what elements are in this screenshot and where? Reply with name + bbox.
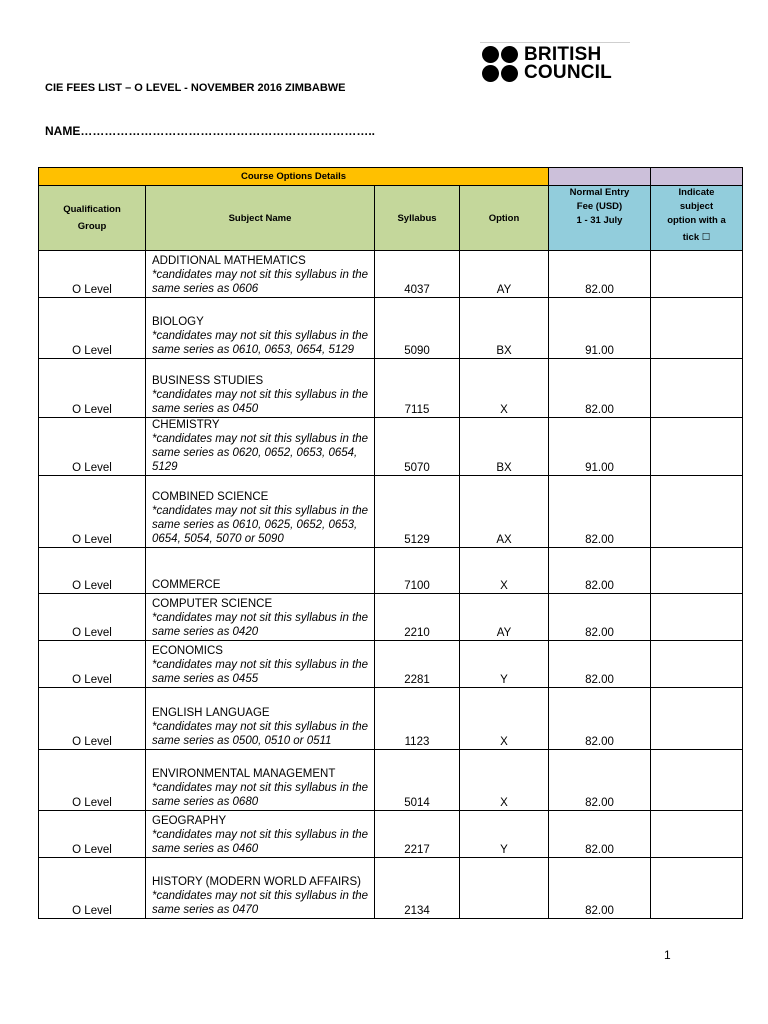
logo-rule xyxy=(480,42,630,43)
qualification-group-cell: O Level xyxy=(39,641,146,688)
table-row xyxy=(39,594,743,641)
fee-cell: 82.00 xyxy=(549,688,651,750)
syllabus-cell: 2210 xyxy=(375,594,460,641)
syllabus-cell: 2134 xyxy=(375,858,460,919)
table-row xyxy=(39,476,743,548)
subject-name: COMMERCE xyxy=(152,579,221,591)
header-fee-line1: Normal Entry xyxy=(569,187,630,198)
qualification-group-cell: O Level xyxy=(39,750,146,811)
header-fee-line2: Fee (USD) xyxy=(576,201,623,212)
qualification-group-cell: O Level xyxy=(39,476,146,548)
syllabus-cell: 1123 xyxy=(375,688,460,750)
header-syllabus: Syllabus xyxy=(375,186,460,251)
logo-word-council: COUNCIL xyxy=(524,62,612,83)
subject-name: COMBINED SCIENCE xyxy=(152,491,269,503)
subject-cell xyxy=(146,251,375,298)
option-cell: Y xyxy=(460,641,549,688)
course-options-banner: Course Options Details xyxy=(39,168,549,186)
tick-checkbox-cell[interactable] xyxy=(651,641,743,688)
british-council-logo xyxy=(480,42,630,84)
subject-note: *candidates may not sit this syllabus in the same series as 0610, 0653, 0654, 5129 xyxy=(152,330,369,356)
subject-cell xyxy=(146,476,375,548)
fee-cell: 82.00 xyxy=(549,548,651,594)
tick-checkbox-cell[interactable] xyxy=(651,298,743,359)
table-row xyxy=(39,251,743,298)
subject-note: *candidates may not sit this syllabus in the same series as 0606 xyxy=(152,269,369,295)
qualification-group-cell: O Level xyxy=(39,688,146,750)
subject-note: *candidates may not sit this syllabus in the same series as 0620, 0652, 0653, 0654, 5129 xyxy=(152,433,369,473)
subject-cell xyxy=(146,688,375,750)
subject-name: ENVIRONMENTAL MANAGEMENT xyxy=(152,768,336,780)
subject-name: COMPUTER SCIENCE xyxy=(152,598,273,610)
subject-note: *candidates may not sit this syllabus in the same series as 0680 xyxy=(152,782,369,808)
table-row xyxy=(39,811,743,858)
tick-checkbox-cell[interactable] xyxy=(651,858,743,919)
fee-cell: 82.00 xyxy=(549,359,651,418)
option-cell xyxy=(460,858,549,919)
table-row xyxy=(39,750,743,811)
subject-note: *candidates may not sit this syllabus in the same series as 0450 xyxy=(152,389,369,415)
option-cell: AY xyxy=(460,594,549,641)
logo-word-british: BRITISH xyxy=(524,44,602,65)
subject-note: *candidates may not sit this syllabus in the same series as 0420 xyxy=(152,612,369,638)
subject-note: *candidates may not sit this syllabus in the same series as 0470 xyxy=(152,890,369,916)
table-row xyxy=(39,359,743,418)
fee-cell: 82.00 xyxy=(549,811,651,858)
qualification-group-cell: O Level xyxy=(39,858,146,919)
banner-cell-indicate xyxy=(651,168,743,186)
header-qualification-group xyxy=(39,186,146,251)
subject-name: GEOGRAPHY xyxy=(152,815,227,827)
fee-cell: 82.00 xyxy=(549,594,651,641)
fee-cell: 82.00 xyxy=(549,750,651,811)
tick-checkbox-cell[interactable] xyxy=(651,688,743,750)
page-number: 1 xyxy=(664,948,671,962)
subject-cell xyxy=(146,359,375,418)
qualification-group-cell: O Level xyxy=(39,811,146,858)
fee-cell: 82.00 xyxy=(549,641,651,688)
subject-name: HISTORY (MODERN WORLD AFFAIRS) xyxy=(152,876,361,888)
fee-cell: 91.00 xyxy=(549,418,651,476)
fees-table xyxy=(38,167,743,919)
subject-name: ECONOMICS xyxy=(152,645,223,657)
table-row xyxy=(39,548,743,594)
subject-cell xyxy=(146,548,375,594)
qualification-group-cell: O Level xyxy=(39,594,146,641)
table-row xyxy=(39,858,743,919)
option-cell: BX xyxy=(460,418,549,476)
fee-cell: 82.00 xyxy=(549,476,651,548)
subject-note: *candidates may not sit this syllabus in the same series as 0610, 0625, 0652, 0653, 0654, 5054, 5070 or 5090 xyxy=(152,505,369,545)
syllabus-cell: 2281 xyxy=(375,641,460,688)
banner-row xyxy=(39,168,743,186)
option-cell: AX xyxy=(460,476,549,548)
subject-note: *candidates may not sit this syllabus in the same series as 0460 xyxy=(152,829,369,855)
option-cell: X xyxy=(460,688,549,750)
option-cell: BX xyxy=(460,298,549,359)
logo-dots-icon xyxy=(482,46,520,84)
subject-note: *candidates may not sit this syllabus in the same series as 0500, 0510 or 0511 xyxy=(152,721,369,747)
option-cell: X xyxy=(460,750,549,811)
fee-cell: 91.00 xyxy=(549,298,651,359)
header-fee xyxy=(549,186,651,251)
syllabus-cell: 2217 xyxy=(375,811,460,858)
syllabus-cell: 5090 xyxy=(375,298,460,359)
option-cell: X xyxy=(460,359,549,418)
syllabus-cell: 5129 xyxy=(375,476,460,548)
header-row xyxy=(39,186,743,251)
header-option: Option xyxy=(460,186,549,251)
tick-checkbox-cell[interactable] xyxy=(651,251,743,298)
syllabus-cell: 4037 xyxy=(375,251,460,298)
subject-note: *candidates may not sit this syllabus in the same series as 0455 xyxy=(152,659,369,685)
banner-cell-fee xyxy=(549,168,651,186)
subject-cell xyxy=(146,298,375,359)
name-field-line: NAME……………………………………………………………….. xyxy=(45,124,375,138)
header-subject-name: Subject Name xyxy=(146,186,375,251)
document-title: CIE FEES LIST – O LEVEL - NOVEMBER 2016 ZIMBABWE xyxy=(45,82,346,94)
qualification-group-cell: O Level xyxy=(39,359,146,418)
subject-name: CHEMISTRY xyxy=(152,419,220,431)
header-indicate-line1: Indicate xyxy=(678,187,715,198)
qualification-group-cell: O Level xyxy=(39,548,146,594)
qualification-group-cell: O Level xyxy=(39,298,146,359)
subject-cell xyxy=(146,750,375,811)
subject-name: BIOLOGY xyxy=(152,316,204,328)
header-qualification-group-label: Qualification Group xyxy=(63,204,121,232)
tick-checkbox-cell[interactable] xyxy=(651,594,743,641)
syllabus-cell: 5070 xyxy=(375,418,460,476)
tick-checkbox-cell[interactable] xyxy=(651,811,743,858)
fee-cell: 82.00 xyxy=(549,251,651,298)
tick-checkbox-cell[interactable] xyxy=(651,750,743,811)
subject-name: BUSINESS STUDIES xyxy=(152,375,264,387)
header-indicate xyxy=(651,186,743,251)
subject-cell xyxy=(146,811,375,858)
header-indicate-line4: tick ☐ xyxy=(682,232,711,243)
fee-cell: 82.00 xyxy=(549,858,651,919)
option-cell: Y xyxy=(460,811,549,858)
header-indicate-line3: option with a xyxy=(667,215,726,226)
subject-cell xyxy=(146,594,375,641)
syllabus-cell: 5014 xyxy=(375,750,460,811)
tick-checkbox-cell[interactable] xyxy=(651,476,743,548)
qualification-group-cell: O Level xyxy=(39,418,146,476)
syllabus-cell: 7115 xyxy=(375,359,460,418)
tick-checkbox-cell[interactable] xyxy=(651,359,743,418)
subject-cell xyxy=(146,641,375,688)
tick-checkbox-cell[interactable] xyxy=(651,548,743,594)
subject-cell xyxy=(146,858,375,919)
option-cell: AY xyxy=(460,251,549,298)
qualification-group-cell: O Level xyxy=(39,251,146,298)
option-cell: X xyxy=(460,548,549,594)
header-indicate-line2: subject xyxy=(679,201,714,212)
table-row xyxy=(39,418,743,476)
syllabus-cell: 7100 xyxy=(375,548,460,594)
subject-name: ENGLISH LANGUAGE xyxy=(152,707,270,719)
table-row xyxy=(39,298,743,359)
table-row xyxy=(39,688,743,750)
tick-checkbox-cell[interactable] xyxy=(651,418,743,476)
subject-cell xyxy=(146,418,375,476)
subject-name: ADDITIONAL MATHEMATICS xyxy=(152,255,306,267)
table-row xyxy=(39,641,743,688)
header-fee-line3: 1 - 31 July xyxy=(576,215,623,226)
